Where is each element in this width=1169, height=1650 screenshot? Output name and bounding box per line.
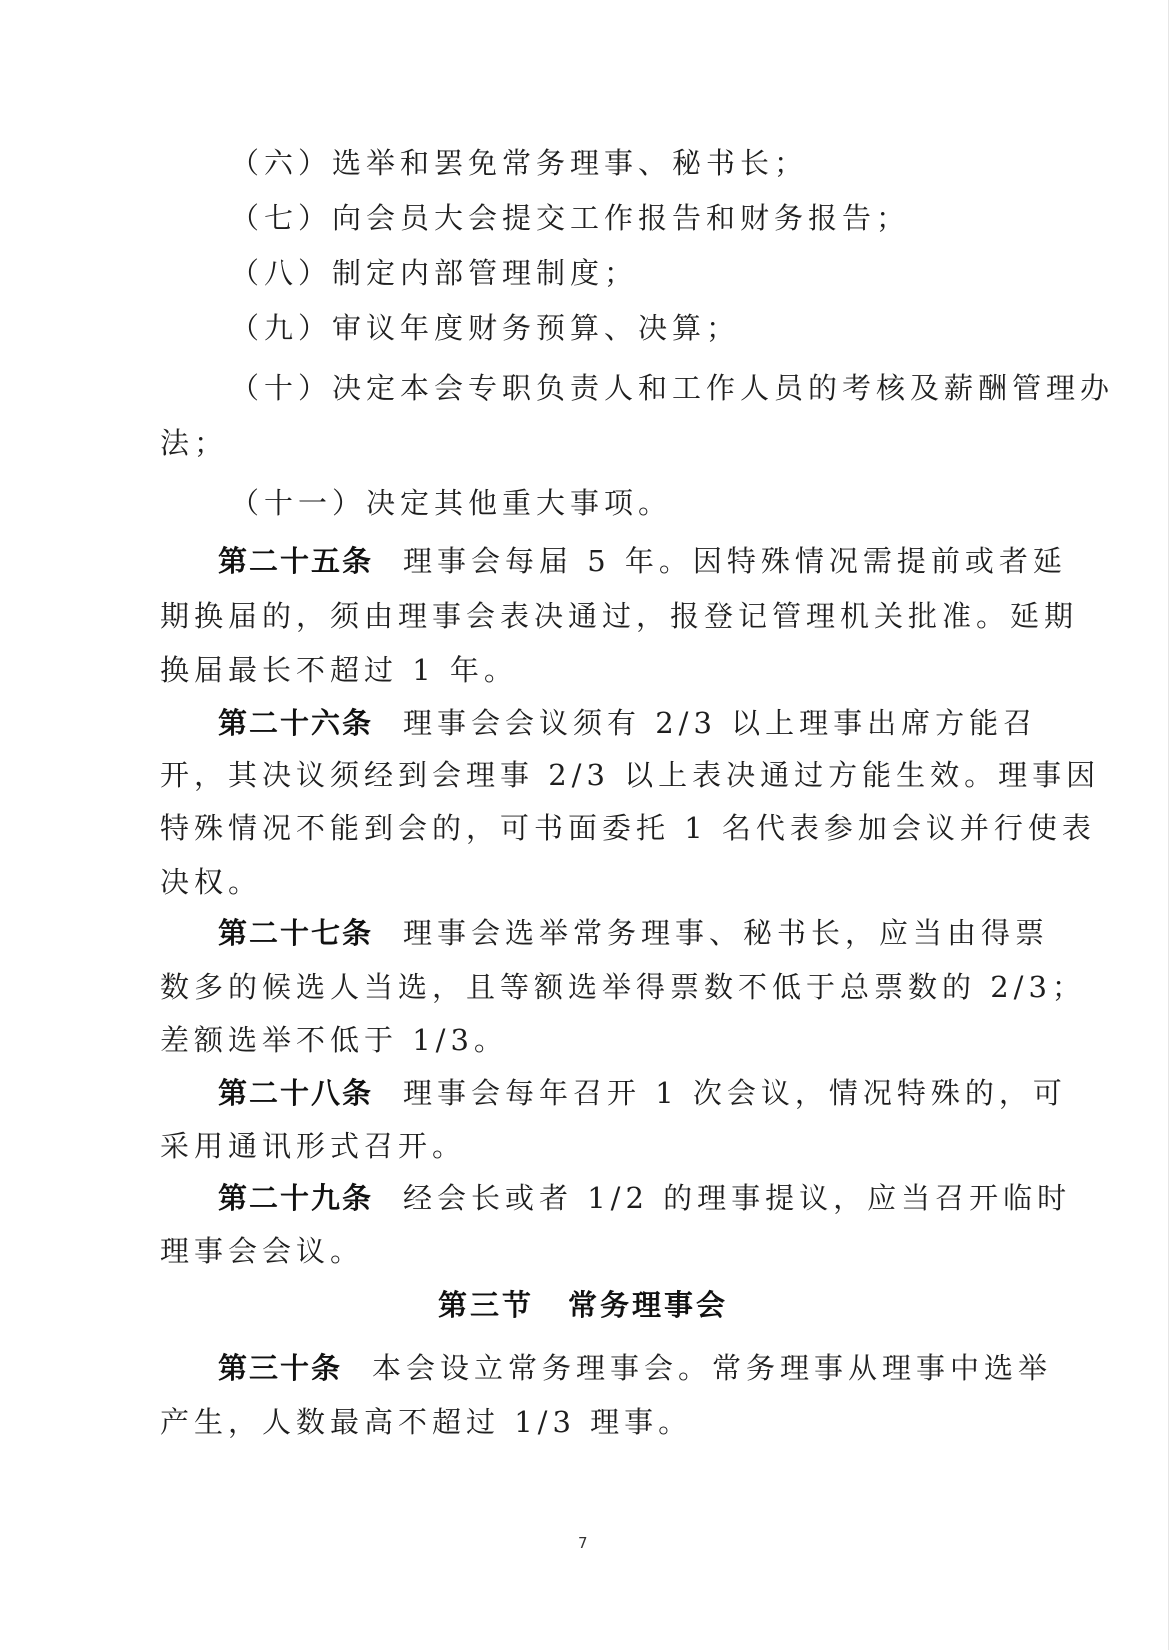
- article-27-line: 差额选举不低于 1/3。: [160, 1023, 508, 1057]
- article-28-line: 采用通讯形式召开。: [160, 1129, 467, 1163]
- article-30-line: [218, 1350, 1052, 1386]
- article-25-title: 第二十五条: [218, 544, 374, 578]
- section-heading: [438, 1287, 728, 1323]
- item-line: （七）向会员大会提交工作报告和财务报告；: [230, 201, 911, 235]
- page-number: 7: [578, 1534, 588, 1552]
- article-29-text: 经会长或者 1/2 的理事提议，应当召开临时: [403, 1181, 1072, 1215]
- article-25-line: 换届最长不超过 1 年。: [160, 653, 518, 687]
- article-26-title: 第二十六条: [218, 706, 374, 740]
- section-name: 常务理事会: [568, 1288, 729, 1322]
- article-30-text: 本会设立常务理事会。常务理事从理事中选举: [372, 1351, 1053, 1385]
- item-line: （十）决定本会专职负责人和工作人员的考核及薪酬管理办: [230, 371, 1115, 405]
- item-line: （六）选举和罢免常务理事、秘书长；: [230, 146, 809, 180]
- article-29-line: 理事会会议。: [160, 1234, 365, 1268]
- item-line: （八）制定内部管理制度；: [230, 256, 639, 290]
- article-28-title: 第二十八条: [218, 1076, 374, 1110]
- article-27-title: 第二十七条: [218, 916, 374, 950]
- article-25-line: 期换届的，须由理事会表决通过，报登记管理机关批准。延期: [160, 599, 1079, 633]
- item-line: （九）审议年度财务预算、决算；: [230, 311, 741, 345]
- article-27-line: [218, 915, 1049, 951]
- article-25-text: 理事会每届 5 年。因特殊情况需提前或者延: [403, 544, 1067, 578]
- article-26-text: 理事会会议须有 2/3 以上理事出席方能召: [403, 706, 1038, 740]
- article-29-title: 第二十九条: [218, 1181, 374, 1215]
- item-line: 法；: [160, 426, 229, 460]
- article-28-text: 理事会每年召开 1 次会议，情况特殊的，可: [403, 1076, 1067, 1110]
- article-26-line: 特殊情况不能到会的，可书面委托 1 名代表参加会议并行使表: [160, 811, 1096, 845]
- article-28-line: [218, 1075, 1067, 1111]
- article-29-line: [218, 1180, 1071, 1216]
- article-25-line: [218, 543, 1067, 579]
- article-30-title: 第三十条: [218, 1351, 343, 1385]
- article-26-line: 开，其决议须经到会理事 2/3 以上表决通过方能生效。理事因: [160, 758, 1101, 792]
- article-27-line: 数多的候选人当选，且等额选举得票数不低于总票数的 2/3；: [160, 970, 1086, 1004]
- article-30-line: 产生，人数最高不超过 1/3 理事。: [160, 1405, 693, 1439]
- article-26-line: 决权。: [160, 865, 263, 899]
- section-number: 第三节: [438, 1288, 535, 1322]
- article-26-line: [218, 705, 1037, 741]
- item-line: （十一）决定其他重大事项。: [230, 486, 673, 520]
- article-27-text: 理事会选举常务理事、秘书长，应当由得票: [403, 916, 1050, 950]
